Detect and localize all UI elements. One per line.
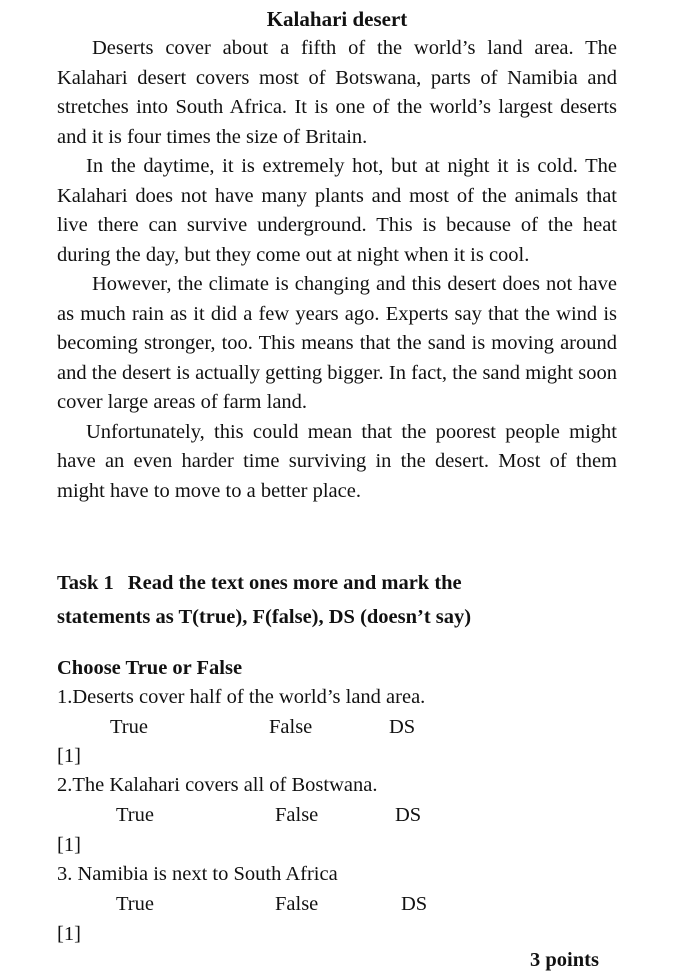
question-1-option-true[interactable]: True [110, 716, 148, 738]
question-2-option-true[interactable]: True [116, 804, 154, 826]
question-1-mark: [1] [57, 745, 81, 767]
question-1-text: 1.Deserts cover half of the world’s land area. [57, 686, 426, 708]
question-1-option-ds[interactable]: DS [389, 716, 416, 738]
question-3-option-ds[interactable]: DS [401, 893, 428, 915]
task-instruction-text: Read the text ones more and mark the [127, 572, 462, 594]
passage-paragraph-2: In the daytime, it is extremely hot, but at night it is cold. The Kalahari does not have many plants and most of the animals that live there can survive underground. This is because of the heat during the day, but they come out at night when it is cool. [57, 155, 617, 266]
task-line-1 [57, 566, 657, 600]
passage-paragraph-3: However, the climate is changing and this desert does not have as much rain as it did a few years ago. Experts say that the wind is becoming stronger, too. This means that the sand is moving around and the desert is actually getting bigger. In fact, the sand might soon cover large areas of farm land. [57, 273, 617, 413]
section-heading: Choose True or False [57, 657, 243, 679]
points-total: 3 points [530, 949, 599, 971]
question-2-option-false[interactable]: False [275, 804, 319, 826]
page-title: Kalahari desert [266, 7, 408, 31]
reading-passage [57, 34, 617, 506]
question-1-option-false[interactable]: False [269, 716, 313, 738]
task-instructions [57, 566, 657, 634]
question-2-option-ds[interactable]: DS [395, 804, 422, 826]
passage-paragraph-4: Unfortunately, this could mean that the poorest people might have an even harder time surviving in the desert. Most of them might have to move to a better place. [57, 420, 617, 502]
question-2-mark: [1] [57, 834, 81, 856]
question-3-text: 3. Namibia is next to South Africa [57, 863, 338, 885]
passage-paragraph-1: Deserts cover about a fifth of the world’s land area. The Kalahari desert covers most of Botswana, parts of Namibia and stretches into South Africa. It is one of the world’s largest deserts and it is four times the size of Britain. [57, 37, 617, 148]
question-3-option-false[interactable]: False [275, 893, 319, 915]
task-number: Task 1 [57, 572, 114, 594]
question-2-text: 2.The Kalahari covers all of Bostwana. [57, 774, 378, 796]
task-line-2: statements as T(true), F(false), DS (doesn’t say) [57, 606, 472, 628]
question-3-mark: [1] [57, 923, 81, 945]
question-3-option-true[interactable]: True [116, 893, 154, 915]
